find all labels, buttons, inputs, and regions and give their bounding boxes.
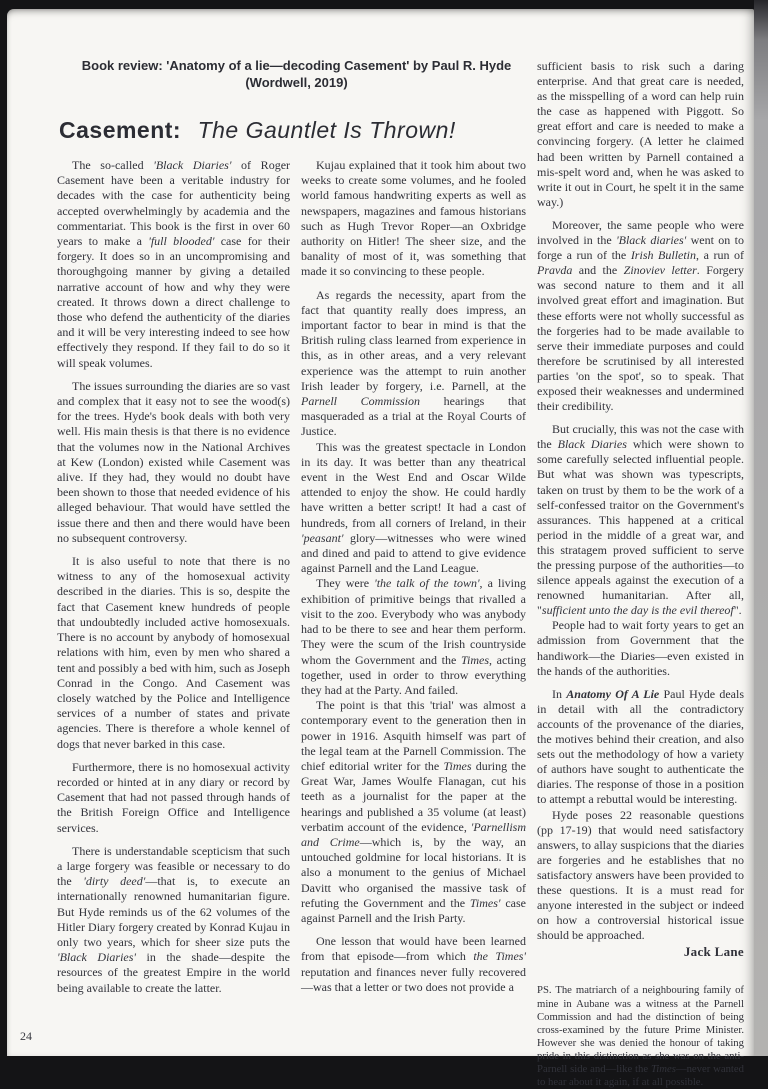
text-segment: of Roger Casement have been a veritable industry for decades with the case for authenticity being accepted overwhelmingly by academia and the commentariat. This book is the first in over 60 years to make a bbox=[57, 158, 291, 249]
text-segment: 'Black Diaries' bbox=[57, 950, 136, 965]
paragraph bbox=[537, 687, 744, 808]
column-1 bbox=[57, 158, 290, 996]
scanned-page bbox=[7, 9, 754, 1089]
text-segment: sufficient unto the day is the evil thereof bbox=[541, 603, 734, 618]
article-title bbox=[59, 117, 526, 144]
text-segment: 'the talk of the town' bbox=[374, 576, 480, 591]
scan-edge-right bbox=[754, 0, 768, 1056]
text-segment: Pravda bbox=[537, 263, 573, 278]
text-segment: 'Parnellism and Crime bbox=[301, 819, 526, 849]
text-segment: —that is, to execute an internationally renowned humanitarian figure. But Hyde reminds us of the 62 volumes of the Hitler Diary forgery created by Konrad Kujau in only two years, which for sheer size puts the bbox=[57, 874, 290, 949]
text-segment: People had to wait forty years to get an admission from Government that the handiwork—the Diaries—even existed in the hands of the authorities. bbox=[537, 618, 744, 678]
text-segment: case against Parnell and the Irish Party. bbox=[301, 895, 526, 925]
text-segment: The so-called bbox=[72, 158, 154, 172]
paragraph bbox=[537, 944, 744, 959]
paragraph bbox=[301, 288, 526, 440]
text-segment: ". bbox=[733, 603, 742, 618]
text-segment: during the Great War, James Woulfe Flanagan, cut his teeth as a journalist for the paper at the hearings and published a 35 volume (at least) verbatim account of the evidence, bbox=[301, 758, 526, 834]
text-segment: It is also useful to note that there is no witness to any of the homosexual activity described in the diaries. This is so, despite the fact that Casement knew hundreds of people that undoubtedly included active homosexuals. There is no account by anybody of homosexual relations with him, even by men who shared a tent and possibly a bed with him, such as Joseph Conrad in the Congo. And Casement was closely watched by the Police and Intelligence services of a number of states and private agencies. There is therefore a whole kennel of dogs that never barked in this case. bbox=[57, 554, 290, 751]
text-segment: Paul Hyde deals in detail with all the contradictory accounts of the provenance of the diaries, the motives behind their creation, and also sets out the methodology of how a variety of authors have sought to authenticate the diaries. The response of those in a position to attempt a rebuttal would be interesting. bbox=[537, 686, 744, 807]
text-segment: Times' bbox=[469, 895, 501, 910]
text-segment: The point is that this 'trial' was almost a contemporary event to the generation then in power in 1916. Asquith himself was part of the legal team at the Parnell Commission. The chief editorial writer for the bbox=[301, 698, 526, 773]
paragraph bbox=[301, 440, 526, 577]
paragraph bbox=[57, 760, 290, 836]
paragraph bbox=[57, 158, 290, 371]
paragraph bbox=[57, 379, 290, 546]
article-title-subtitle: The Gauntlet Is Thrown! bbox=[197, 117, 456, 143]
text-segment: 'peasant' bbox=[301, 530, 344, 545]
paragraph bbox=[301, 576, 526, 698]
text-segment: . Forgery was second nature to them and it all involved great effort and imagination. But these efforts were not wholly successful as the forgeries had to be made available to serve their immediate purposes and could therefore be scrutinised by all interested parties 'on the spot', so to speak. That exposed their weaknesses and undermined their credibility. bbox=[537, 263, 744, 414]
text-segment: Anatomy Of A Lie bbox=[566, 686, 660, 701]
text-segment: Zinoviev letter bbox=[623, 263, 697, 278]
text-segment: The issues surrounding the diaries are so vast and complex that it easy not to see the wood(s) for the trees. Hyde's book deals with both very well. His main thesis is that there is no evidence that the volumes now in the National Archives at Kew (London) existed while Casement was alive. If they had, they would no doubt have been shown to those that needed evidence of his alleged behaviour. That would have settled the issue there and then and there would have been no subsequent controversy. bbox=[57, 378, 290, 545]
column-3 bbox=[537, 59, 744, 1089]
text-segment: —which is, by the way, an untouched goldmine for local historians. It is also a monument to the genius of Michael Davitt who organised the massive task of refuting the Government and the bbox=[301, 834, 527, 910]
page-number: 24 bbox=[20, 1029, 32, 1043]
text-segment: But crucially, this was not the case with the bbox=[537, 422, 744, 452]
text-segment: went on to forge a run of the bbox=[537, 233, 744, 263]
text-segment: Hyde poses 22 reasonable questions (pp 17-19) that would need satisfactory answers, to allay suspicions that the diaries are forgeries and he establishes that no satisfactory answers have been provided to these questions. It is a must read for anyone interested in the subject or indeed on how a controversial historical issue should be approached. bbox=[537, 807, 744, 943]
text-segment: Times bbox=[443, 758, 472, 773]
column-2 bbox=[301, 158, 526, 996]
paragraph bbox=[301, 698, 526, 926]
text-segment: PS. The matriarch of a neighbouring family of mine in Aubane was a witness at the Parnell Commission and had the distinction of being cross-examined by the future Prime Minister. However she was denied the honour of taking pride in this distinction as she was on the anti-Parnell side and—like the bbox=[537, 984, 744, 1075]
text-segment: Black Diaries bbox=[557, 437, 627, 452]
text-segment: 'full blooded' bbox=[148, 234, 215, 249]
text-segment: hearings that masqueraded as a trial at the Royal Courts of Justice. bbox=[301, 394, 526, 439]
text-segment: the Times' bbox=[473, 949, 527, 964]
text-segment: Parnell Commission bbox=[301, 394, 421, 409]
text-segment: 'dirty deed' bbox=[83, 874, 146, 889]
text-segment: 'Black Diaries' bbox=[153, 158, 232, 172]
text-segment: and the bbox=[572, 263, 624, 278]
review-header-line2: (Wordwell, 2019) bbox=[245, 75, 348, 90]
text-segment: Irish Bulletin bbox=[630, 248, 697, 263]
page-content bbox=[57, 51, 744, 1089]
text-segment: case for their forgery. It does so in an uncompromising and thoroughgoing manner by giving a detailed narrative account of how and why they were created. It throws down a direct challenge to those who defend the authenticity of the diaries and it will be very interesting indeed to see how effectively they respond. If they fail to do so it will speak volumes. bbox=[57, 234, 290, 370]
text-segment: Furthermore, there is no homosexual activity recorded or hinted at in any diary or record by Casement that had not passed through hands of the British Foreign Office and Intelligence services. bbox=[57, 759, 290, 835]
text-segment: glory—witnesses who were wined and dined and paid to attend to give evidence against Parnell and the Land League. bbox=[301, 530, 526, 576]
text-segment: In bbox=[552, 686, 567, 701]
paragraph bbox=[537, 59, 744, 210]
text-segment: in the shade—despite the resources of the greatest Empire in the world being available to create the latter. bbox=[57, 950, 290, 995]
text-segment: Times bbox=[460, 652, 489, 667]
paragraph bbox=[537, 422, 744, 618]
text-segment: Moreover, the same people who were involved in the bbox=[537, 217, 744, 248]
paragraph bbox=[537, 218, 744, 414]
paragraph bbox=[57, 554, 290, 752]
text-segment: There is understandable scepticism that such a large forgery was feasible or necessary to do the bbox=[57, 843, 290, 889]
paragraph bbox=[537, 618, 744, 678]
paragraph bbox=[537, 808, 744, 944]
text-segment: which were shown to some carefully selected influential people. But what was shown was typescripts, taken on trust by them to be the work of a self-confessed traitor on the Government's assurances. This happened at a critical period in the middle of a great war, and this stratagem proved sufficient to serve the pressing purpose of the authorities—to silence appeals against the execution of a renowned humanitarian. After all, " bbox=[537, 437, 744, 618]
columns-1-2 bbox=[57, 158, 526, 996]
text-segment: —never wanted to hear about it again, if at all possible. bbox=[537, 1063, 744, 1089]
review-header-line1: Book review: 'Anatomy of a lie—decoding Casement' by Paul R. Hyde bbox=[81, 58, 512, 73]
text-segment: Kujau explained that it took him about two weeks to create some volumes, and he fooled world famous handwriting experts as well as newspapers, magazines and famous historians such as Hugh Trevor Roper—an Oxbridge authority on Hitler! The sheer size, and the banality of most of it, was something that made it so convincing to these people. bbox=[301, 158, 526, 279]
left-two-column-block bbox=[57, 51, 526, 1089]
text-segment: sufficient basis to risk such a daring enterprise. And that great care is needed, as the misspelling of a word can help ruin the case as happened with Piggott. So great effort and care is needed to make a convincing forgery. (A letter he claimed had been written by Parnell contained a mis-spelt word and, when he was asked to write it out in Court, he spelt it in the same way.) bbox=[537, 59, 744, 209]
text-segment: One lesson that would have been learned from that episode—from which bbox=[301, 934, 526, 964]
paragraph bbox=[301, 934, 526, 995]
paragraph bbox=[301, 158, 526, 280]
paragraph bbox=[537, 984, 744, 1089]
text-segment: Times bbox=[650, 1063, 676, 1075]
text-segment: 'Black diaries' bbox=[616, 233, 687, 248]
paragraph bbox=[57, 844, 290, 996]
text-segment: This was the greatest spectacle in London in its day. It was better than any theatrical event in the West End and Oscar Wilde attended to enjoy the show. He could hardly have written a better script! It had a cast of hundreds, from all corners of Ireland, in their bbox=[301, 439, 526, 530]
text-segment: , a living exhibition of primitive beings that rivalled a visit to the zoo. Everybody who was anybody had to be there to see and hear them perform. They were the scum of the Irish countryside whom the Government and the bbox=[301, 576, 526, 667]
review-header bbox=[75, 57, 518, 91]
article-title-lead: Casement: bbox=[59, 117, 182, 143]
text-segment: , acting together, used in order to throw everything they had at the Party. And failed. bbox=[301, 652, 526, 697]
text-segment: Jack Lane bbox=[683, 944, 744, 960]
text-segment: As regards the necessity, apart from the fact that quantity really does impress, an important factor to bear in mind is that the British ruling class learned from experience in this, as in other areas, and a very relevant experience was the attempt to ruin another Irish leader by forgery, i.e. Parnell, at the bbox=[301, 287, 526, 393]
text-segment: reputation and finances never fully recovered —was that a letter or two does not provide a bbox=[301, 964, 526, 994]
text-segment: , a run of bbox=[696, 248, 744, 263]
text-segment: They were bbox=[316, 576, 375, 591]
